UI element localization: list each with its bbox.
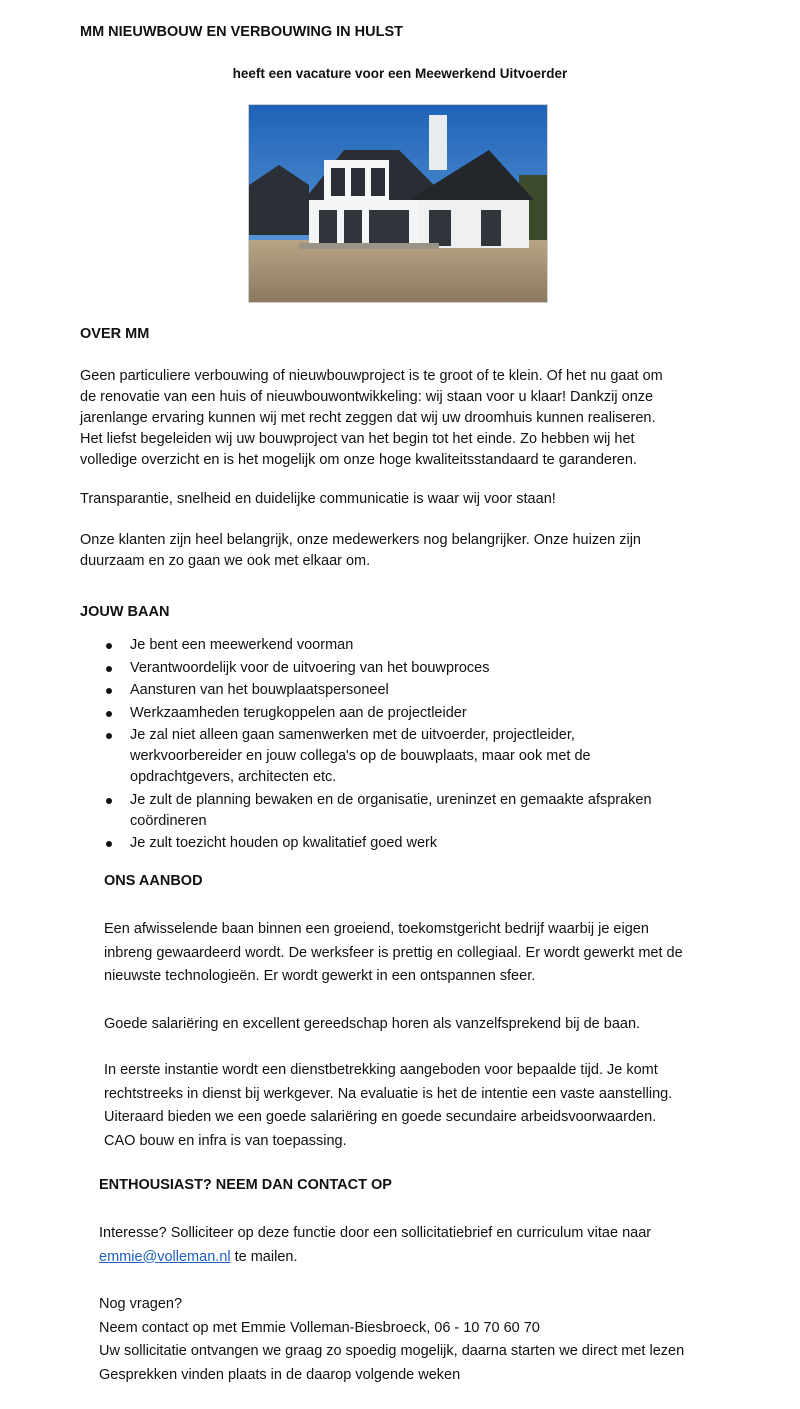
section-heading-baan: JOUW BAAN bbox=[80, 604, 170, 620]
text-line: Je bent een meewerkend voorman bbox=[130, 637, 354, 653]
over-paragraph-3 bbox=[80, 530, 740, 572]
text-line: volledige overzicht en is het mogelijk om onze hoge kwaliteitsstandaard te garanderen. bbox=[80, 452, 637, 468]
text-line: Je zult de planning bewaken en de organisatie, ureninzet en gemaakte afspraken bbox=[130, 791, 652, 808]
contact-details bbox=[99, 1293, 779, 1387]
text-line: Neem contact op met Emmie Volleman-Biesbroeck, 06 - 10 70 60 70 bbox=[99, 1319, 540, 1336]
text-line: jarenlange ervaring kunnen wij met recht zeggen dat wij uw droomhuis kunnen realiseren. bbox=[80, 410, 656, 426]
text-line: In eerste instantie wordt een dienstbetrekking aangeboden voor bepaalde tijd. Je komt bbox=[104, 1062, 658, 1078]
aanbod-paragraph-1 bbox=[104, 918, 744, 989]
text-line: de renovatie van een huis of nieuwbouwontwikkeling: wij staan voor u klaar! Dankzij onze bbox=[80, 389, 654, 405]
text-line: Werkzaamheden terugkoppelen aan de projectleider bbox=[130, 704, 467, 721]
text-line: werkvoorbereider en jouw collega's op de bouwplaats, maar ook met de bbox=[130, 748, 591, 764]
email-link[interactable]: emmie@volleman.nl bbox=[99, 1248, 231, 1265]
section-heading-over: OVER MM bbox=[80, 326, 150, 342]
text-line: inbreng gewaardeerd wordt. De werksfeer is prettig en collegiaal. Er wordt gewerkt met de bbox=[104, 944, 683, 961]
text-line: nieuwste technologieën. Er wordt gewerkt in een ontspannen sfeer. bbox=[104, 968, 536, 984]
list-item bbox=[80, 635, 740, 656]
over-paragraph-2: Transparantie, snelheid en duidelijke communicatie is waar wij voor staan! bbox=[80, 491, 556, 507]
section-heading-contact: ENTHOUSIAST? NEEM DAN CONTACT OP bbox=[99, 1177, 392, 1193]
text-line: Uiteraard bieden we een goede salariëring en goede secundaire arbeidsvoorwaarden. bbox=[104, 1109, 657, 1125]
text-line: Uw sollicitatie ontvangen we graag zo spoedig mogelijk, daarna starten we direct met lezen bbox=[99, 1343, 685, 1359]
house-photo bbox=[248, 104, 548, 303]
text-line: coördineren bbox=[130, 812, 207, 829]
section-heading-aanbod: ONS AANBOD bbox=[104, 873, 203, 889]
text-line: Interesse? Solliciteer op deze functie door een sollicitatiebrief en curriculum vitae naar bbox=[99, 1225, 652, 1241]
text-line bbox=[99, 1246, 749, 1270]
page-subtitle: heeft een vacature voor een Meewerkend Uitvoerder bbox=[232, 66, 568, 81]
text-line: Een afwisselende baan binnen een groeiend, toekomstgericht bedrijf waarbij je eigen bbox=[104, 921, 649, 937]
aanbod-paragraph-3 bbox=[104, 1059, 744, 1153]
text-line: rechtstreeks in dienst bij werkgever. Na evaluatie is het de intentie een vaste aanstelling. bbox=[104, 1085, 673, 1102]
page-title: MM NIEUWBOUW EN VERBOUWING IN HULST bbox=[80, 24, 404, 40]
job-list bbox=[80, 635, 740, 856]
text-line: Aansturen van het bouwplaatspersoneel bbox=[130, 682, 389, 698]
text-line: Verantwoordelijk voor de uitvoering van het bouwproces bbox=[130, 659, 490, 676]
text-line: Gesprekken vinden plaats in de daarop volgende weken bbox=[99, 1366, 461, 1383]
over-paragraph-1 bbox=[80, 366, 740, 471]
text-line: Onze klanten zijn heel belangrijk, onze medewerkers nog belangrijker. Onze huizen zijn bbox=[80, 532, 641, 548]
list-item bbox=[80, 658, 740, 679]
text-line: Geen particuliere verbouwing of nieuwbouwproject is te groot of te klein. Of het nu gaat om bbox=[80, 368, 663, 384]
text-line: opdrachtgevers, architecten etc. bbox=[130, 769, 337, 785]
text-line: Je zult toezicht houden op kwalitatief goed werk bbox=[130, 835, 438, 851]
aanbod-paragraph-2: Goede salariëring en excellent gereedschap horen als vanzelfsprekend bij de baan. bbox=[104, 1016, 641, 1032]
text-line: CAO bouw en infra is van toepassing. bbox=[104, 1132, 347, 1149]
text-line: Nog vragen? bbox=[99, 1296, 183, 1312]
list-item bbox=[80, 680, 740, 701]
text-line: Het liefst begeleiden wij uw bouwproject van het begin tot het einde. Zo hebben wij het bbox=[80, 431, 635, 447]
text-line: duurzaam en zo gaan we ook met elkaar om. bbox=[80, 553, 371, 569]
list-item bbox=[80, 833, 740, 854]
contact-paragraph bbox=[99, 1222, 749, 1269]
list-item bbox=[80, 703, 740, 724]
list-item bbox=[80, 725, 740, 788]
text-line: Je zal niet alleen gaan samenwerken met de uitvoerder, projectleider, bbox=[130, 727, 575, 743]
text-fragment: te mailen. bbox=[230, 1248, 298, 1265]
list-item bbox=[80, 790, 740, 832]
